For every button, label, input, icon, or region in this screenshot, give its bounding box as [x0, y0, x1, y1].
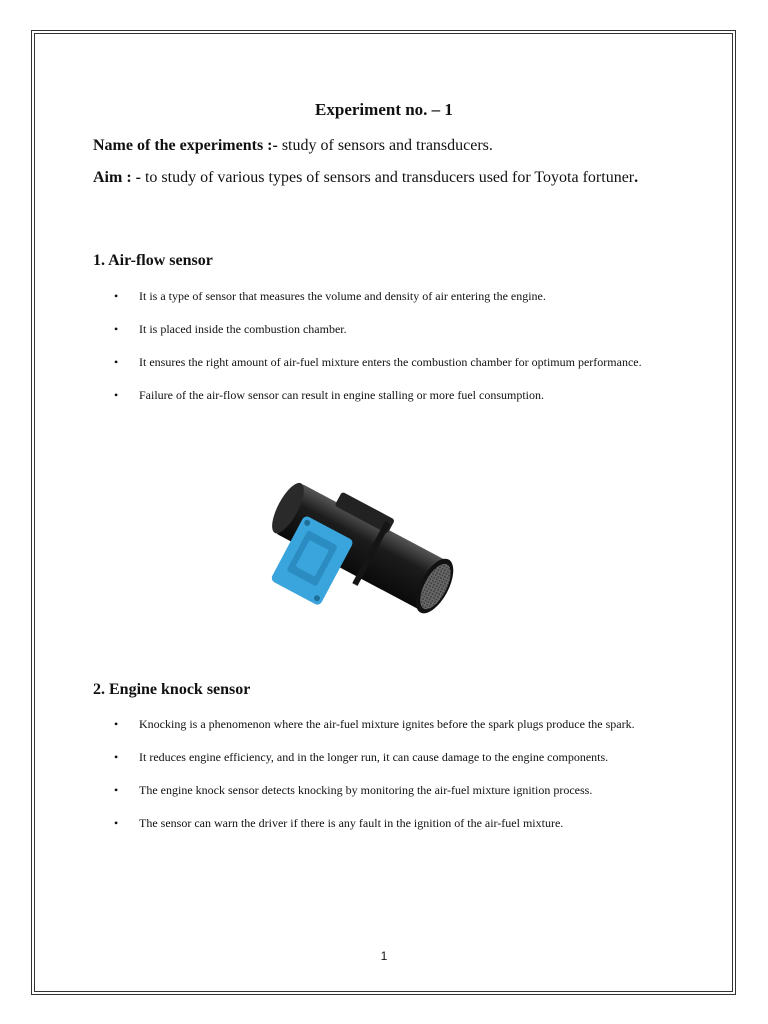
bullet-icon: • [114, 388, 119, 402]
experiment-name-line [93, 136, 683, 156]
list-item: • It ensures the right amount of air-fuel mixture enters the combustion chamber for optimum performance. [114, 355, 642, 369]
page-title: Experiment no. – 1 [315, 100, 453, 119]
page-number: 1 [380, 949, 388, 963]
bullet-icon: • [114, 750, 119, 764]
aim-end: . [634, 169, 639, 186]
bullet-icon: • [114, 717, 119, 731]
aim-value: to study of various types of sensors and transducers used for Toyota fortuner [140, 169, 635, 186]
bullet-icon: • [114, 816, 119, 830]
bullet-icon: • [114, 322, 119, 336]
experiment-name-label: Name of the experiments :- [93, 137, 278, 154]
list-item: • It reduces engine efficiency, and in the longer run, it can cause damage to the engine components. [114, 750, 609, 764]
list-item: • Knocking is a phenomenon where the air-fuel mixture ignites before the spark plugs produce the spark. [114, 717, 635, 731]
knock-sensor-bullet-list [114, 716, 674, 831]
list-item: • It is a type of sensor that measures the volume and density of air entering the engine. [114, 289, 546, 303]
list-item: • Failure of the air-flow sensor can result in engine stalling or more fuel consumption. [114, 388, 544, 402]
bullet-icon: • [114, 783, 119, 797]
bullet-icon: • [114, 289, 119, 303]
list-item: • The engine knock sensor detects knocking by monitoring the air-fuel mixture ignition process. [114, 783, 593, 797]
bullet-icon: • [114, 355, 119, 369]
air-flow-bullet-list [114, 288, 674, 403]
aim-label: Aim : - [93, 169, 141, 186]
list-item: • It is placed inside the combustion chamber. [114, 322, 347, 336]
section-heading-knock-sensor: 2. Engine knock sensor [93, 681, 251, 698]
air-flow-sensor-image [248, 448, 478, 648]
section-heading-air-flow: 1. Air-flow sensor [93, 252, 213, 269]
list-item: • The sensor can warn the driver if there is any fault in the ignition of the air-fuel mixture. [114, 816, 564, 830]
aim-line [93, 168, 683, 188]
experiment-name-value: study of sensors and transducers. [277, 137, 493, 154]
